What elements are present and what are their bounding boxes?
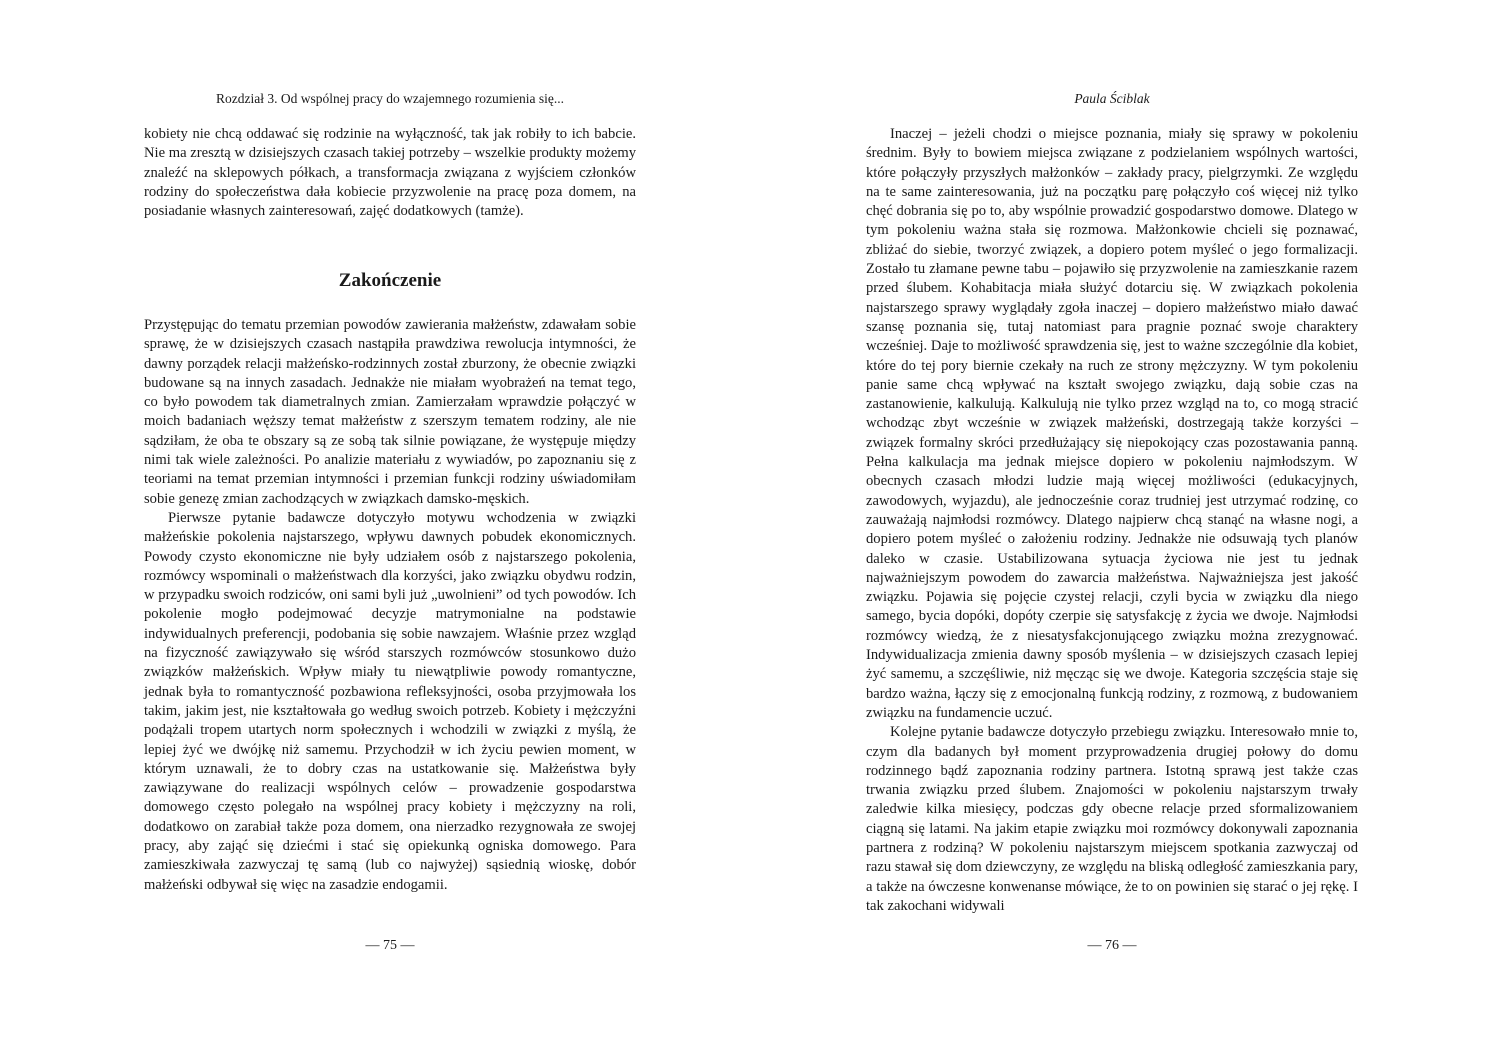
paragraph-middle-generation: Inaczej – jeżeli chodzi o miejsce poznania, miały się sprawy w pokoleniu średnim. Były to bowiem miejsca związane z podzielaniem wspólnych wartości, które połączyły przyszłych małżonków – zakłady pracy, pielgrzymki. Ze względu na te same zainteresowania, już na początku parę połączyło coś więcej niż tylko chęć dobrania się po to, aby wspólnie prowadzić gospodarstwo domowe. Dlatego w tym pokoleniu ważna stała się rozmowa. Małżonkowie chcieli się poznawać, zbliżać do siebie, tworzyć związek, a dopiero potem myśleć o jego formalizacji. Zostało tu złamane pewne tabu – pojawiło się przyzwolenie na zamieszkanie razem przed ślubem. Kohabitacja miała służyć dotarciu się. W związkach pokolenia najstarszego sprawy wyglądały zgoła inaczej – dopiero małżeństwo miało dawać szansę poznania się, tutaj natomiast para pragnie poznać swoje charaktery wcześniej. Daje to możliwość sprawdzenia się, jest to ważne szczególnie dla kobiet, które do tej pory biernie czekały na ruch ze strony mężczyzny. W tym pokoleniu panie same chcą wpływać na kształt swojego związku, dają sobie czas na zastanowienie, kalkulują. Kalkulują nie tylko przez wzgląd na to, co mogą stracić wchodząc zbyt wcześnie w związek małżeński, dostrzegają także korzyści – związek formalny skróci przedłużający się niepokojący czas pozostawania panną. Pełna kalkulacja ma jednak miejsce dopiero w pokoleniu najmłodszym. W obecnych czasach młodzi ludzie mają więcej możliwości (edukacyjnych, zawodowych, wyjazdu), ale jednocześnie coraz trudniej jest utrzymać rodzinę, co zauważają najmłodsi rozmówcy. Dlatego najpierw chcą stanąć na własne nogi, a dopiero potem myśleć o założeniu rodziny. Jednakże nie odsuwają tych planów daleko w czasie. Ustabilizowana sytuacja życiowa nie jest tu jednak najważniejszym powodem do zawarcia małżeństwa. Najważniejsza jest jakość związku. Pojawia się pojęcie czystej relacji, czyli bycia w związku dla niego samego, bycia dopóki, dopóty czerpie się satysfakcję z życia we dwoje. Najmłodsi rozmówcy wiedzą, że z niesatysfakcjonującego związku można zrezygnować. Indywidualizacja zmienia dawny sposób myślenia – w dzisiejszych czasach lepiej żyć samemu, a szczęśliwie, niż męcząc się we dwoje. Kategoria szczęścia staje się bardzo ważna, łączy się z emocjonalną funkcją rodziny, z rozmową, z budowaniem związku na fundamencie uczuć. bbox=[866, 126, 1358, 721]
paragraph-next-question: Kolejne pytanie badawcze dotyczyło przebiegu związku. Interesowało mnie to, czym dla badanych był moment przyprowadzenia drugiej połowy do domu rodzinnego bądź zapoznania rodziny partnera. Istotną sprawą jest także czas trwania związku przed ślubem. Znajomości w pokoleniu najstarszym trwały zaledwie kilka miesięcy, podczas gdy obecne relacje przed sformalizowaniem ciągną się latami. Na jakim etapie związku moi rozmówcy dokonywali zapoznania partnera z rodziną? W pokoleniu najstarszym miejscem spotkania zazwyczaj od razu stawał się dom dziewczyny, ze względu na bliską odległość zamieszkania pary, a także na ówczesne konwenanse mówiące, że to on powinien się starać o jej rękę. I tak zakochani widywali bbox=[866, 724, 1358, 914]
left-main-text bbox=[144, 316, 636, 895]
running-head-left: Rozdział 3. Od wspólnej pracy do wzajemnego rozumienia się... bbox=[216, 91, 564, 106]
right-main-text bbox=[866, 125, 1358, 916]
paragraph-intro: Przystępując do tematu przemian powodów zawierania małżeństw, zdawałam sobie sprawę, że w dzisiejszych czasach nastąpiła prawdziwa rewolucja intymności, że dawny porządek relacji małżeńsko-rodzinnych został zburzony, że obecnie związki budowane są na innych zasadach. Jednakże nie miałam wyobrażeń na temat tego, co było powodem tak diametralnych zmian. Zamierzałam wprawdzie połączyć w moich badaniach węższy temat małżeństw z szerszym tematem rodziny, ale nie sądziłam, że oba te obszary są ze sobą tak silnie powiązane, że występuje między nimi tak wiele zależności. Po analizie materiału z wywiadów, po zapoznaniu się z teoriami na temat przemian intymności i przemian funkcji rodziny uświadomiłam sobie genezę zmian zachodzących w związkach damsko-męskich. bbox=[144, 317, 636, 507]
page-number-left: — 75 — bbox=[365, 938, 415, 953]
right-page bbox=[866, 0, 1358, 1045]
paragraph-first-question: Pierwsze pytanie badawcze dotyczyło motywu wchodzenia w związki małżeńskie pokolenia najstarszego, wpływu dawnych pobudek ekonomicznych. Powody czysto ekonomiczne nie były udziałem osób z najstarszego pokolenia, rozmówcy wspominali o małżeństwach dla korzyści, jako związku obydwu rodzin, w przypadku swoich rodziców, oni sami byli już „uwolnieni” od tych powodów. Ich pokolenie mogło podejmować decyzje matrymonialne na podstawie indywidualnych preferencji, podobania się sobie nawzajem. Właśnie przez wzgląd na fizyczność zawiązywało się wśród starszych rozmówców stosunkowo dużo związków małżeńskich. Wpływ miały tu niewątpliwie powody romantyczne, jednak była to romantyczność pozbawiona refleksyjności, osoba przyjmowała los takim, jakim jest, nie kształtowała go według swoich potrzeb. Kobiety i mężczyźni podążali tropem utartych norm społecznych i wchodzili w związki z myślą, że lepiej żyć we dwójkę niż samemu. Przychodził w ich życiu pewien moment, w którym uznawali, że to dobry czas na ustatkowanie się. Małżeństwa były zawiązywane do realizacji wspólnych celów – prowadzenie gospodarstwa domowego często polegało na wspólnej pracy kobiety i mężczyzny na roli, dodatkowo on zarabiał także poza domem, ona nierzadko rezygnowała ze swojej pracy, aby zająć się dziećmi i stać się opiekunką ogniska domowego. Para zamieszkiwała zazwyczaj tę samą (lub co najwyżej) sąsiednią wioskę, dobór małżeński odbywał się więc na zasadzie endogamii. bbox=[144, 509, 636, 893]
page-number-right: — 76 — bbox=[1087, 938, 1137, 953]
left-continuation bbox=[144, 125, 636, 221]
running-head-right: Paula Ściblak bbox=[1074, 91, 1150, 106]
continuation-paragraph: kobiety nie chcą oddawać się rodzinie na wyłączność, tak jak robiły to ich babcie. Nie ma zresztą w dzisiejszych czasach takiej potrzeby – wszelkie produkty możemy znaleźć na sklepowych półkach, a transformacja związana z wyjściem członków rodziny do społeczeństwa dała kobiecie przyzwolenie na pracę poza domem, na posiadanie własnych zainteresowań, zajęć dodatkowych (tamże). bbox=[144, 126, 636, 220]
section-heading: Zakończenie bbox=[338, 270, 442, 291]
left-page bbox=[144, 0, 636, 1045]
